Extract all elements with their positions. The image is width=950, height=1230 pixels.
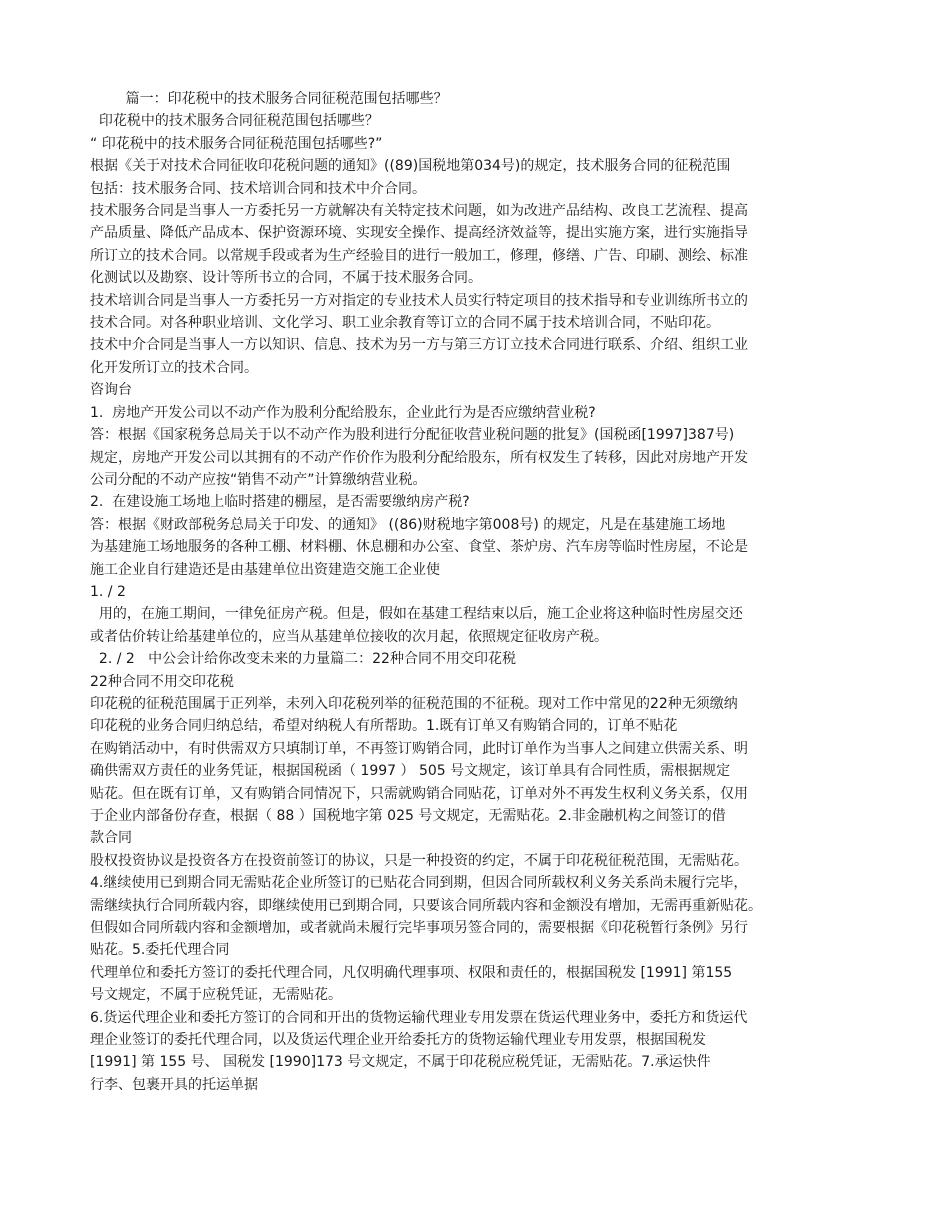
text-line: 需继续执行合同所载内容，即继续使用已到期合同，只要该合同所载内容和金额没有增加，无需再重新贴花。 — [90, 897, 762, 914]
text-line: 贴花。5.委托代理合同 — [90, 942, 230, 959]
question-1: 1. 房地产开发公司以不动产作为股利分配给股东，企业此行为是否应缴纳营业税? — [90, 404, 596, 421]
text-line: 或者估价转让给基建单位的，应当从基建单位接收的次月起，依照规定征收房产税。 — [90, 628, 608, 645]
answer-line: 答：根据《财政部税务总局关于印发、的通知》 ((86)财税地字第008号) 的规定，凡是在基建施工场地 — [90, 516, 726, 533]
text-line: 但假如合同所载内容和金额增加，或者就尚未履行完毕事项另签合同的，需要根据《印花税暂行条例》另行 — [90, 920, 748, 937]
page-marker: 1. / 2 — [90, 583, 126, 600]
text-line: 技术培训合同是当事人一方委托另一方对指定的专业技术人员实行特定项目的技术指导和专业训练所书立的 — [90, 292, 748, 309]
answer-line: 为基建施工场地服务的各种工棚、材料棚、休息棚和办公室、食堂、茶炉房、汽车房等临时性房屋，不论是 — [90, 539, 748, 556]
answer-line: 公司分配的不动产应按“销售不动产”计算缴纳营业税。 — [90, 471, 427, 488]
text-line: 于企业内部备份存查，根据（ 88 ）国税地字第 025 号文规定，无需贴花。2.非金融机构之间签订的借 — [90, 808, 726, 824]
text-line: 根据《关于对技术合同征收印花税问题的通知》((89)国税地第034号)的规定，技术服务合同的征税范围 — [90, 158, 731, 175]
text-line: 在购销活动中，有时供需双方只填制订单，不再签订购销合同，此时订单作为当事人之间建立供需关系、明 — [90, 740, 748, 757]
text-line: 化测试以及勘察、设计等所书立的合同，不属于技术服务合同。 — [90, 270, 482, 287]
text-line: 所订立的技术合同。以常规手段或者为生产经验目的进行一般加工，修理，修缮、广告、印刷、测绘、标准 — [90, 247, 748, 264]
text-line: 包括：技术服务合同、技术培训合同和技术中介合同。 — [90, 180, 426, 197]
text-line: 技术中介合同是当事人一方以知识、信息、技术为另一方与第三方订立技术合同进行联系、介绍、组织工业 — [90, 337, 748, 354]
text-line: 技术合同。对各种职业培训、文化学习、职工业余教育等订立的合同不属于技术培训合同，不贴印花。 — [90, 315, 720, 332]
section-label-consult: 咨询台 — [90, 382, 132, 399]
subheading: 印花税中的技术服务合同征税范围包括哪些？ — [90, 113, 379, 130]
text-line: 化开发所订立的技术合同。 — [90, 359, 258, 376]
text-line: 代理单位和委托方签订的委托代理合同，凡仅明确代理事项、权限和责任的，根据国税发 [1991] 第155 — [90, 964, 733, 981]
text-line: 技术服务合同是当事人一方委托另一方就解决有关特定技术问题，如为改进产品结构、改良工艺流程、提高 — [90, 203, 748, 220]
text-line: 4.继续使用已到期合同无需贴花企业所签订的已贴花合同到期，但因合同所载权利义务关系尚未履行完毕， — [90, 875, 748, 892]
text-line: 印花税的征税范围属于正列举，未列入印花税列举的征税范围的不征税。现对工作中常见的22种无须缴纳 — [90, 695, 738, 712]
text-line: 确供需双方责任的业务凭证，根据国税函（ 1997 ） 505 号文规定，该订单具有合同性质，需根据规定 — [90, 763, 731, 780]
text-line: 印花税的业务合同归纳总结，希望对纳税人有所帮助。1.既有订单又有购销合同的，订单不贴花 — [90, 718, 678, 735]
text-line: [1991] 第 155 号、 国税发 [1990]173 号文规定，不属于印花税应税凭证，无需贴花。7.承运快件 — [90, 1054, 711, 1071]
quoted-question: “ 印花税中的技术服务合同征税范围包括哪些?” — [90, 135, 383, 152]
text-line: 理企业签订的委托代理合同，以及货运代理企业开给委托方的货物运输代理业专用发票，根据国税发 — [90, 1032, 706, 1049]
text-line: 款合同 — [90, 830, 132, 847]
section-title: 22种合同不用交印花税 — [90, 673, 234, 690]
text-line: 用的，在施工期间，一律免征房产税。但是，假如在基建工程结束以后，施工企业将这种临时性房屋交还 — [90, 606, 743, 623]
text-line: 号文规定，不属于应税凭证，无需贴花。 — [90, 987, 342, 1004]
question-2: 2. 在建设施工场地上临时搭建的棚屋，是否需要缴纳房产税? — [90, 494, 470, 511]
answer-line: 施工企业自行建造还是由基建单位出资建造交施工企业使 — [90, 561, 440, 578]
answer-line: 答：根据《国家税务总局关于以不动产作为股利进行分配征收营业税问题的批复》(国税函[1997]387号) — [90, 427, 735, 444]
text-line: 贴花。但在既有订单，又有购销合同情况下，只需就购销合同贴花，订单对外不再发生权利义务关系，仅用 — [90, 785, 748, 802]
page-marker-part-two: 2. / 2 中公会计给你改变未来的力量篇二：22种合同不用交印花税 — [90, 651, 516, 668]
heading-part-one: 篇一：印花税中的技术服务合同征税范围包括哪些？ — [90, 91, 448, 107]
answer-line: 规定，房地产开发公司以其拥有的不动产作价作为股利分配给股东，所有权发生了转移，因此对房地产开发 — [90, 449, 748, 466]
text-line: 产品质量、降低产品成本、保护资源环境、实现安全操作、提高经济效益等，提出实施方案，进行实施指导 — [90, 225, 748, 242]
text-line: 股权投资协议是投资各方在投资前签订的协议，只是一种投资的约定，不属于印花税征税范围，无需贴花。 — [90, 852, 748, 869]
text-line: 6.货运代理企业和委托方签订的合同和开出的货物运输代理业专用发票在货运代理业务中，委托方和货运代 — [90, 1009, 748, 1026]
text-line: 行李、包裹开具的托运单据 — [90, 1076, 258, 1093]
